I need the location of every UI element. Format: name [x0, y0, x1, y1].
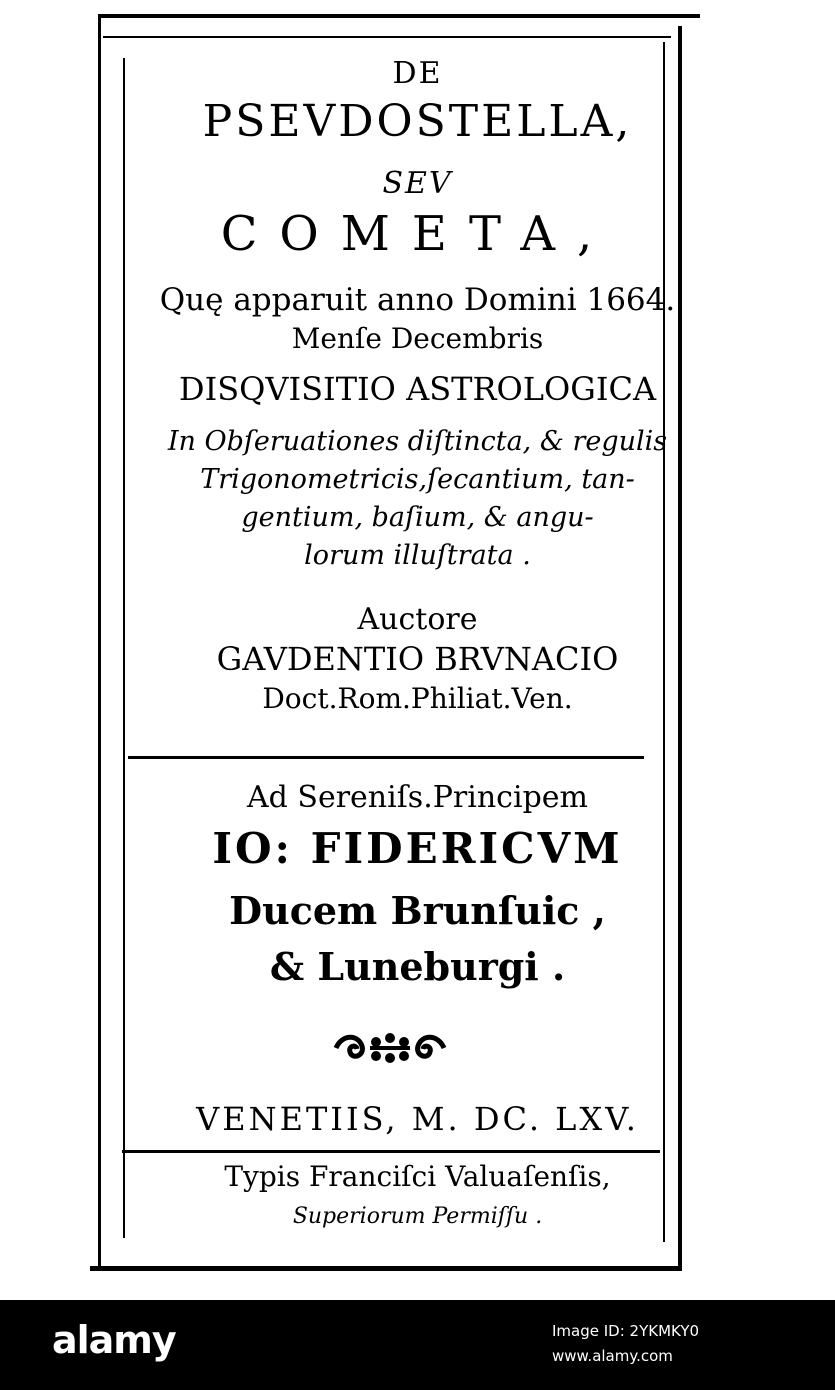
imprint-place-date: VENETIIS, M. DC. LXV.: [196, 1100, 639, 1138]
inner-top-border: [103, 36, 671, 38]
italic-line-3: gentium, baſium, & angu-: [241, 502, 594, 533]
frame-top-border: [100, 14, 700, 18]
permission-line: Superiorum Permiſſu .: [292, 1204, 543, 1229]
brand-logo: alamy: [52, 1318, 176, 1362]
dedication-line-3: Ducem Brunſuic ,: [229, 888, 606, 933]
frame-bottom-border: [90, 1266, 682, 1271]
heading-disquisitio: DISQVISITIO ASTROLOGICA: [178, 370, 657, 408]
imprint-rule: [122, 1150, 660, 1153]
title-line-cometa: COMETA,: [220, 206, 615, 262]
printers-ornament: [332, 1026, 448, 1070]
italic-line-2: Trigonometricis,ſecantium, tan-: [200, 464, 635, 495]
dedication-line-4: & Luneburgi .: [269, 944, 566, 989]
italic-line-1: In Obſeruationes diſtincta, & regulis: [167, 426, 668, 457]
dedication-line-2: IO: FIDERICVM: [212, 824, 623, 873]
title-line-seu: SEV: [382, 166, 453, 201]
title-line-pseudostella: PSEVDOSTELLA,: [202, 96, 633, 147]
author-name: GAVDENTIO BRVNACIO: [216, 640, 619, 678]
site-url: www.alamy.com: [552, 1347, 673, 1365]
printer-line: Typis Franciſci Valuaſenſis,: [224, 1160, 611, 1193]
title-line-de: DE: [392, 56, 443, 91]
author-label: Auctore: [357, 602, 478, 637]
italic-line-4: lorum illuſtrata .: [304, 540, 531, 571]
image-id-label: Image ID: 2YKMKY0: [552, 1322, 700, 1340]
author-title: Doct.Rom.Philiat.Ven.: [262, 682, 573, 715]
dedication-line-1: Ad Sereniſs.Principem: [246, 780, 588, 815]
divider-rule: [128, 756, 644, 759]
subtitle-line-month: Menſe Decembris: [291, 322, 544, 355]
subtitle-line-year: Quę apparuit anno Domini 1664.: [159, 282, 676, 318]
